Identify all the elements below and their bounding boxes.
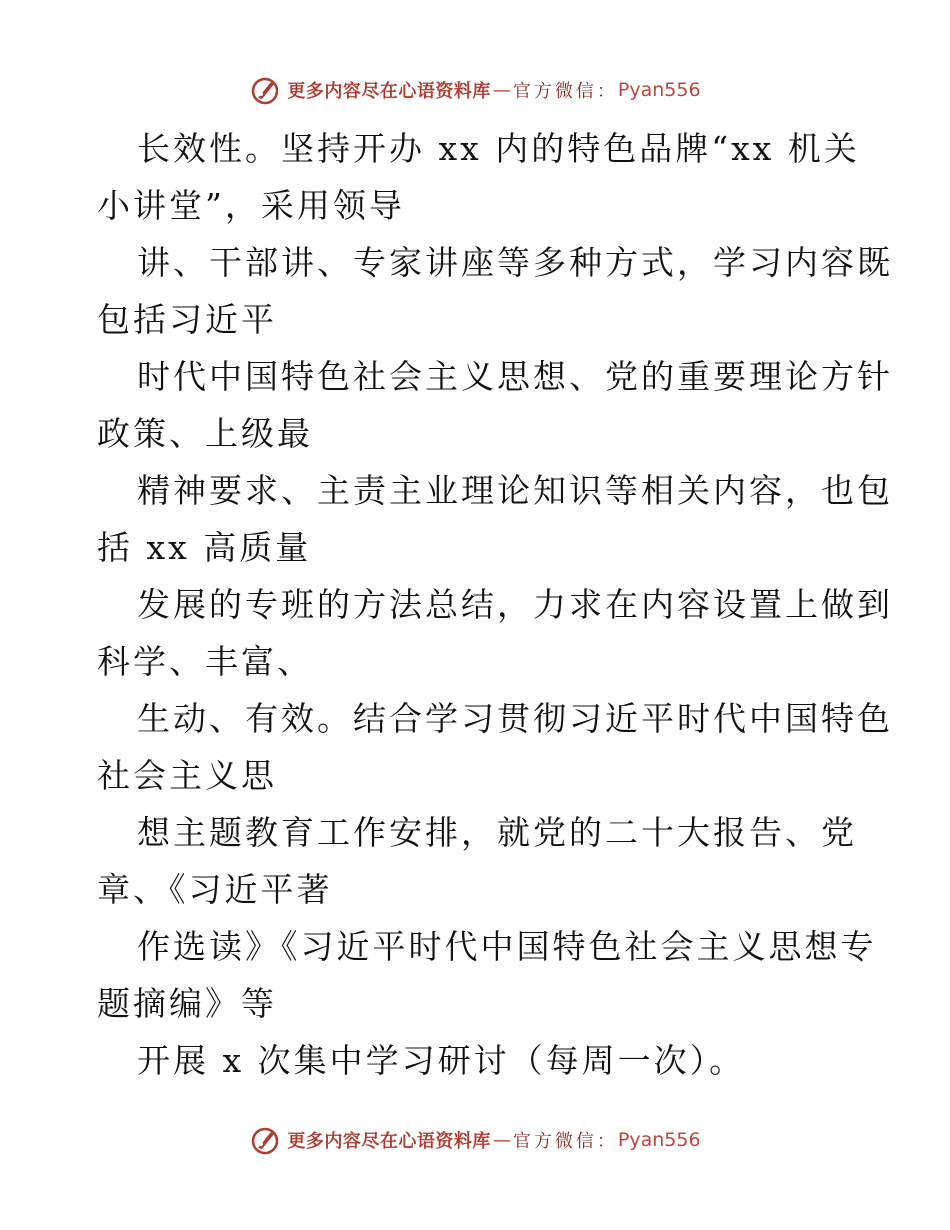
paragraph-line: 科学、丰富、 (97, 642, 313, 681)
quill-circle-icon (249, 1124, 281, 1156)
paragraph-line: 生动、有效。结合学习贯彻习近平时代中国特色 (137, 699, 893, 738)
watermark-label: 官方微信： (512, 1131, 618, 1152)
watermark-separator: — (492, 1129, 511, 1151)
paragraph-line: 包括习近平 (97, 300, 277, 339)
watermark-main-text: 更多内容尽在心语资料库 (287, 1131, 491, 1152)
header-watermark (0, 70, 950, 110)
watermark-separator: — (492, 79, 511, 101)
paragraph-9 (97, 1032, 857, 1089)
paragraph-line: 发展的专班的方法总结，力求在内容设置上做到 (137, 585, 893, 624)
paragraph-line: 讲、干部讲、专家讲座等多种方式，学习内容既 (137, 243, 893, 282)
paragraph-8 (97, 918, 877, 1032)
paragraph-4 (97, 462, 893, 576)
paragraph-line: 开展 x 次集中学习研讨（每周一次）。 (137, 1041, 746, 1080)
watermark-label: 官方微信： (512, 81, 618, 102)
paragraph-1 (97, 120, 860, 234)
paragraph-line: 精神要求、主责主业理论知识等相关内容，也包 (137, 471, 893, 510)
paragraph-5 (97, 576, 893, 690)
paragraph-7 (97, 804, 857, 918)
paragraph-line: 章、《习近平著 (97, 870, 333, 909)
paragraph-line: 小讲堂”，采用领导 (97, 186, 405, 225)
paragraph-line: 想主题教育工作安排，就党的二十大报告、党 (137, 813, 857, 852)
paragraph-6 (97, 690, 893, 804)
paragraph-line: 括 xx 高质量 (97, 528, 312, 567)
watermark-main-text: 更多内容尽在心语资料库 (287, 81, 491, 102)
footer-watermark (0, 1120, 950, 1160)
paragraph-line: 长效性。坚持开办 xx 内的特色品牌“xx 机关 (137, 129, 860, 168)
quill-circle-icon (249, 74, 281, 106)
paragraph-line: 题摘编》等 (97, 984, 277, 1023)
watermark-wechat-id: Pyan556 (617, 79, 701, 101)
document-body (97, 120, 893, 1089)
paragraph-line: 作选读》《习近平时代中国特色社会主义思想专 (137, 927, 877, 966)
watermark-wechat-id: Pyan556 (617, 1129, 701, 1151)
paragraph-line: 社会主义思 (97, 756, 277, 795)
paragraph-line: 政策、上级最 (97, 414, 313, 453)
paragraph-line: 时代中国特色社会主义思想、党的重要理论方针 (137, 357, 893, 396)
paragraph-2 (97, 234, 893, 348)
paragraph-3 (97, 348, 893, 462)
